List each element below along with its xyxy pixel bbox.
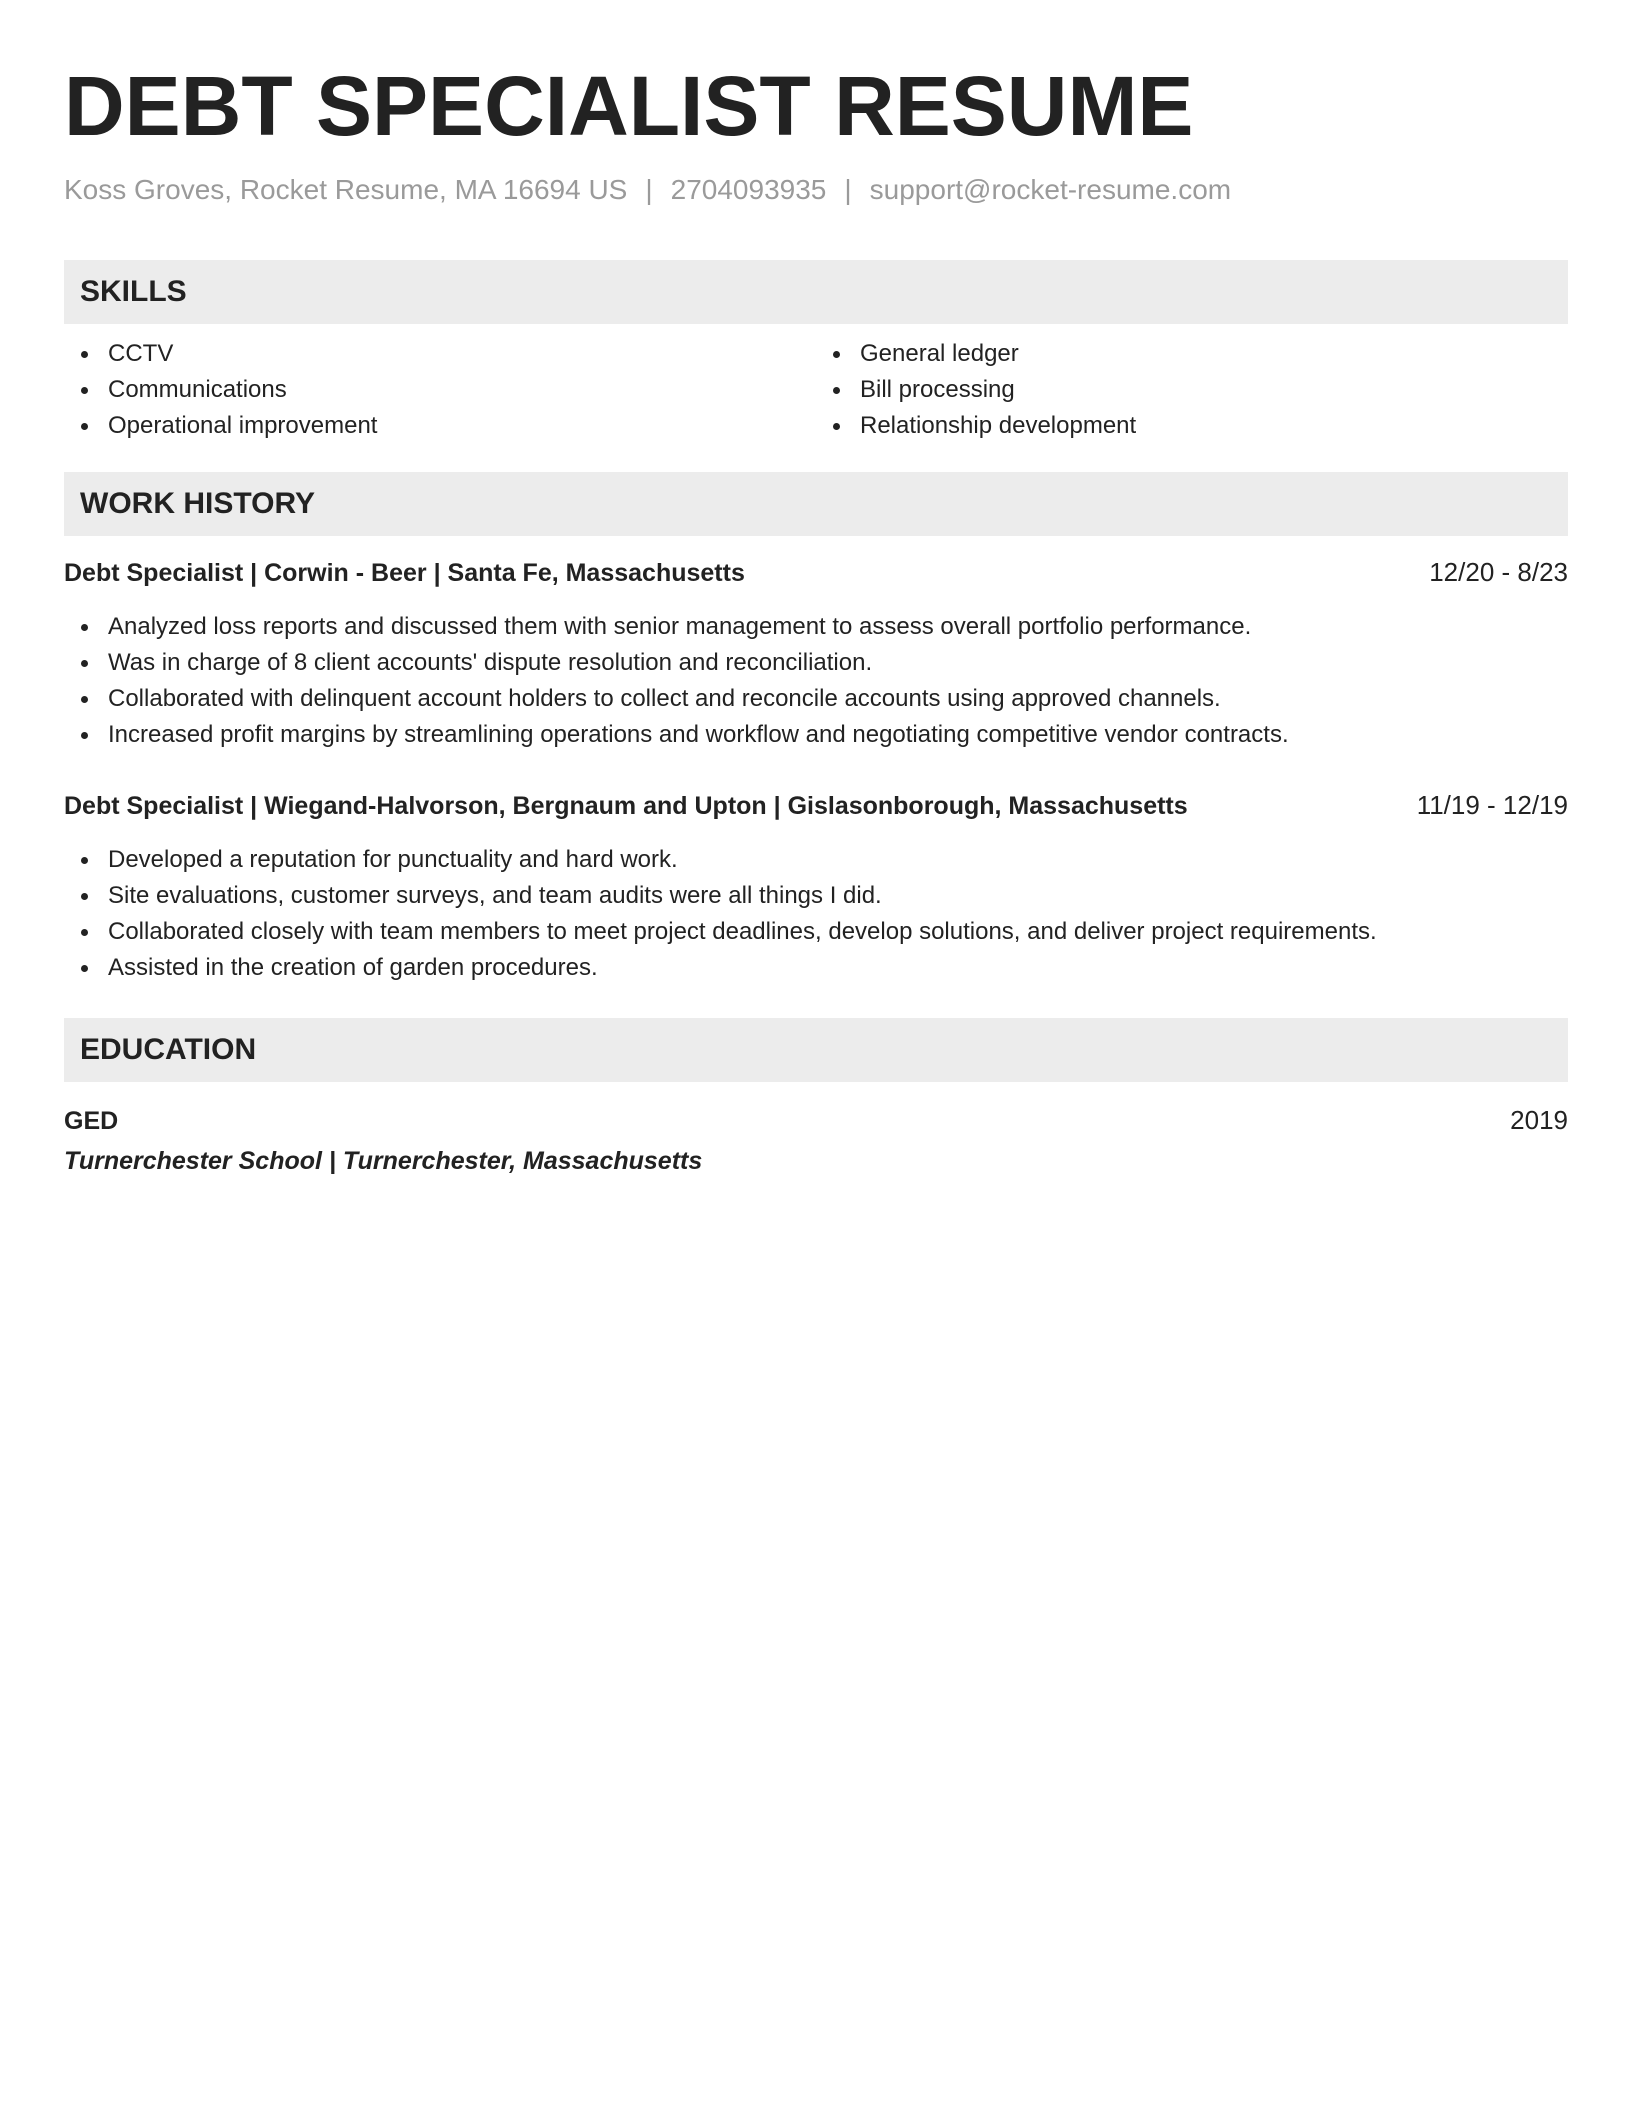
contact-separator: | [645, 174, 653, 205]
job-dates: 12/20 - 8/23 [1429, 557, 1568, 587]
contact-email[interactable]: support@rocket-resume.com [869, 174, 1232, 205]
skills-heading: SKILLS [64, 260, 1568, 324]
job-header [64, 787, 1568, 824]
skills-list [64, 324, 1568, 444]
job-title: Debt Specialist | Wiegand-Halvorson, Bergnaum and Upton | Gislasonborough, Massachusetts [64, 792, 1188, 820]
job-title: Debt Specialist | Corwin - Beer | Santa Fe, Massachusetts [64, 559, 745, 587]
job-entry [64, 554, 1568, 753]
work-history-heading: WORK HISTORY [64, 472, 1568, 536]
education-degree: GED [64, 1107, 119, 1135]
job-bullet: Collaborated closely with team members to meet project deadlines, develop solutions, and deliver project requirements. [64, 914, 1568, 950]
job-bullet: Site evaluations, customer surveys, and team audits were all things I did. [64, 878, 1568, 914]
job-bullets [64, 609, 1568, 753]
job-bullet: Was in charge of 8 client accounts' dispute resolution and reconciliation. [64, 645, 1568, 681]
job-entry [64, 787, 1568, 986]
skill-item: Bill processing [816, 372, 1568, 408]
contact-address: Koss Groves, Rocket Resume, MA 16694 US [64, 174, 628, 205]
job-dates: 11/19 - 12/19 [1416, 790, 1568, 820]
job-bullet: Analyzed loss reports and discussed them with senior management to assess overall portfolio performance. [64, 609, 1568, 645]
skill-item: Operational improvement [64, 408, 816, 444]
skill-item: Communications [64, 372, 816, 408]
resume-title: DEBT SPECIALIST RESUME [64, 59, 1194, 153]
contact-phone: 2704093935 [670, 174, 827, 205]
skills-column-left [64, 336, 816, 444]
job-bullet: Assisted in the creation of garden procedures. [64, 950, 1568, 986]
job-bullets [64, 842, 1568, 986]
job-bullet: Increased profit margins by streamlining operations and workflow and negotiating competitive vendor contracts. [64, 717, 1568, 753]
job-header [64, 554, 1568, 591]
skill-item: General ledger [816, 336, 1568, 372]
job-bullet: Collaborated with delinquent account holders to collect and reconcile accounts using approved channels. [64, 681, 1568, 717]
education-school: Turnerchester School | Turnerchester, Massachusetts [64, 1147, 703, 1175]
job-bullet: Developed a reputation for punctuality and hard work. [64, 842, 1568, 878]
skill-item: Relationship development [816, 408, 1568, 444]
education-year: 2019 [1510, 1105, 1568, 1135]
skill-item: CCTV [64, 336, 816, 372]
education-heading: EDUCATION [64, 1018, 1568, 1082]
education-header [64, 1102, 1568, 1139]
contact-line [64, 172, 1568, 208]
contact-separator: | [844, 174, 852, 205]
skills-column-right [816, 336, 1568, 444]
